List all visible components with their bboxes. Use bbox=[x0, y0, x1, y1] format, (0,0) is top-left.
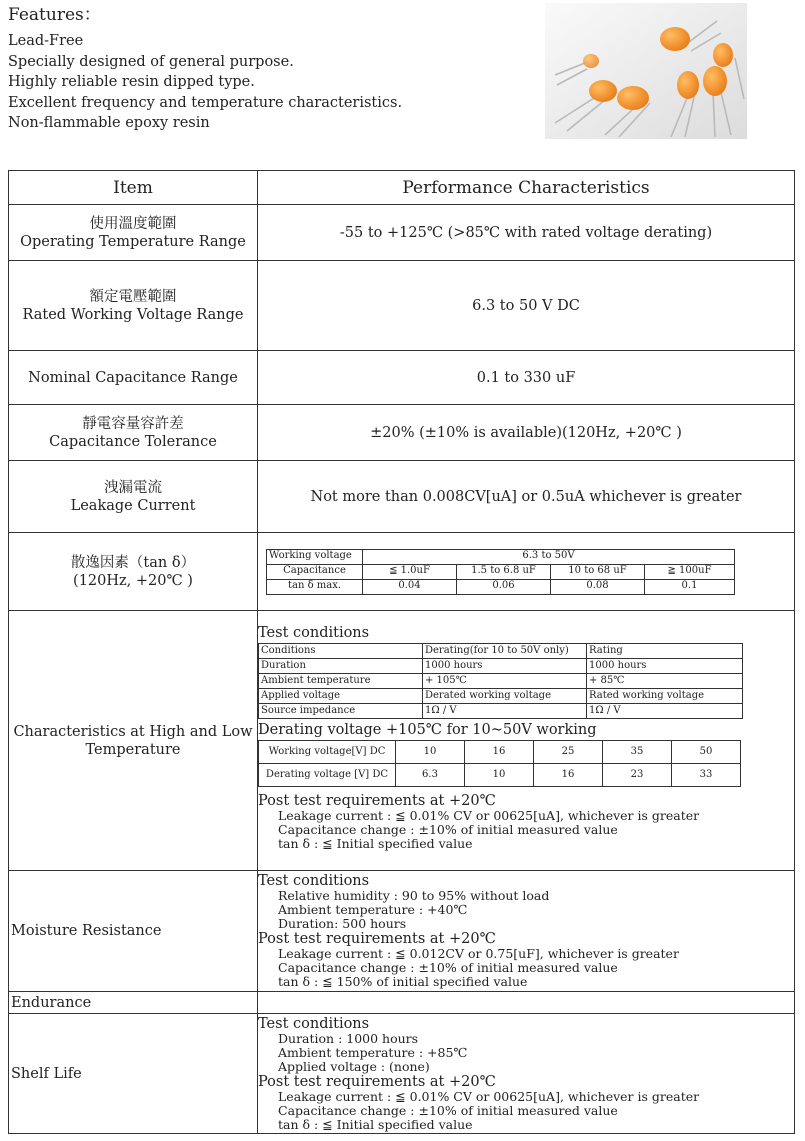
derating-cell: 10 bbox=[396, 741, 465, 764]
post-test-line: Capacitance change : ±10% of initial measured value bbox=[278, 960, 618, 975]
tan-table bbox=[266, 549, 735, 595]
test-conditions-title: Test conditions bbox=[258, 873, 370, 889]
table-row bbox=[9, 871, 795, 992]
derating-cell: 23 bbox=[603, 764, 672, 787]
conditions-cell: Rated working voltage bbox=[587, 689, 743, 704]
temp-en: Operating Temperature Range bbox=[20, 233, 246, 250]
test-line: Duration: 500 hours bbox=[278, 916, 407, 931]
derating-row bbox=[259, 741, 741, 764]
post-test-line: tan δ : ≦ Initial specified value bbox=[278, 836, 473, 851]
voltage-zh: 額定電壓範圍 bbox=[89, 288, 177, 305]
moisture-value bbox=[258, 871, 795, 992]
endurance-label: Endurance bbox=[11, 994, 92, 1011]
table-row bbox=[9, 461, 795, 533]
conditions-cell: Duration bbox=[259, 659, 423, 674]
derating-cell: 16 bbox=[534, 764, 603, 787]
conditions-row bbox=[259, 704, 743, 719]
capacitance-item bbox=[9, 351, 258, 405]
conditions-table bbox=[258, 643, 743, 719]
post-test-line: Leakage current : ≦ 0.012CV or 0.75[uF], whichever is greater bbox=[278, 946, 679, 961]
post-test-line: tan δ : ≦ Initial specified value bbox=[278, 1116, 473, 1132]
derating-cell: 10 bbox=[465, 764, 534, 787]
test-line: Relative humidity : 90 to 95% without load bbox=[278, 888, 550, 903]
tan-en: (120Hz, +20℃ ) bbox=[73, 572, 193, 589]
derating-cell: Working voltage[V] DC bbox=[259, 741, 396, 764]
product-photo bbox=[545, 3, 747, 139]
table-row bbox=[9, 611, 795, 871]
tan-cell: Working voltage bbox=[267, 549, 363, 564]
tan-cell: ≧ 100uF bbox=[645, 564, 735, 579]
hightemp-value bbox=[258, 611, 795, 871]
conditions-cell: Rating bbox=[587, 644, 743, 659]
leakage-value: Not more than 0.008CV[uA] or 0.5uA whichever is greater bbox=[258, 461, 795, 533]
tan-cell: 0.1 bbox=[645, 579, 735, 594]
tan-row-voltage bbox=[267, 549, 735, 564]
voltage-value: 6.3 to 50 V DC bbox=[258, 261, 795, 351]
derating-cell: 6.3 bbox=[396, 764, 465, 787]
conditions-row bbox=[259, 659, 743, 674]
conditions-cell: Derated working voltage bbox=[423, 689, 587, 704]
derating-cell: 35 bbox=[603, 741, 672, 764]
derating-cell: 16 bbox=[465, 741, 534, 764]
tolerance-en: Capacitance Tolerance bbox=[49, 433, 217, 450]
endurance-value bbox=[258, 992, 795, 1014]
feature-line: Non-flammable epoxy resin bbox=[8, 115, 210, 132]
tan-zh: 散逸因素（tan δ） bbox=[70, 554, 196, 571]
hightemp-item bbox=[9, 611, 258, 871]
perf-header: Performance Characteristics bbox=[258, 171, 795, 205]
tolerance-zh: 靜電容量容許差 bbox=[82, 415, 184, 432]
post-test-line: Capacitance change : ±10% of initial measured value bbox=[278, 822, 618, 837]
shelf-value bbox=[258, 1014, 795, 1134]
conditions-cell: Derating(for 10 to 50V only) bbox=[423, 644, 587, 659]
features-title: Features： bbox=[8, 5, 101, 25]
capacitance-value: 0.1 to 330 uF bbox=[258, 351, 795, 405]
shelf-item bbox=[9, 1014, 258, 1134]
capacitance-en: Nominal Capacitance Range bbox=[28, 369, 238, 386]
derating-cell: 25 bbox=[534, 741, 603, 764]
conditions-cell: 1Ω / V bbox=[587, 704, 743, 719]
conditions-row bbox=[259, 644, 743, 659]
test-line: Ambient temperature : +85℃ bbox=[278, 1044, 468, 1060]
post-test-line: Leakage current : ≦ 0.01% CV or 00625[uA], whichever is greater bbox=[278, 1088, 700, 1104]
endurance-item bbox=[9, 992, 258, 1014]
test-conditions-title: Test conditions bbox=[258, 1015, 370, 1032]
conditions-row bbox=[259, 674, 743, 689]
conditions-cell: 1Ω / V bbox=[423, 704, 587, 719]
table-row bbox=[9, 351, 795, 405]
table-row bbox=[9, 205, 795, 261]
hightemp-label: Characteristics at High and Low Temperature bbox=[13, 723, 253, 758]
features-section bbox=[8, 4, 528, 134]
shelf-label: Shelf Life bbox=[11, 1065, 82, 1082]
leakage-zh: 洩漏電流 bbox=[104, 479, 162, 496]
spec-table bbox=[8, 170, 795, 1134]
conditions-cell: Ambient temperature bbox=[259, 674, 423, 689]
table-row bbox=[9, 533, 795, 611]
table-row bbox=[9, 1014, 795, 1134]
moisture-label: Moisture Resistance bbox=[11, 923, 162, 939]
derating-cell: 50 bbox=[672, 741, 741, 764]
table-row bbox=[9, 992, 795, 1014]
feature-line: Excellent frequency and temperature characteristics. bbox=[8, 94, 403, 111]
feature-line: Highly reliable resin dipped type. bbox=[8, 74, 255, 91]
tan-cell: 10 to 68 uF bbox=[551, 564, 645, 579]
tan-row-max bbox=[267, 579, 735, 594]
conditions-cell: Conditions bbox=[259, 644, 423, 659]
derating-title: Derating voltage +105℃ for 10~50V working bbox=[258, 722, 597, 738]
tolerance-item bbox=[9, 405, 258, 461]
tan-cell: ≦ 1.0uF bbox=[363, 564, 457, 579]
post-test-title: Post test requirements at +20℃ bbox=[258, 793, 496, 809]
conditions-cell: + 85℃ bbox=[587, 674, 743, 689]
tan-cell: 1.5 to 6.8 uF bbox=[457, 564, 551, 579]
conditions-row bbox=[259, 689, 743, 704]
tan-cell: tan δ max. bbox=[267, 579, 363, 594]
tan-row-capacitance bbox=[267, 564, 735, 579]
tolerance-value: ±20% (±10% is available)(120Hz, +20℃ ) bbox=[258, 405, 795, 461]
test-line: Applied voltage : (none) bbox=[278, 1058, 430, 1074]
post-test-line: Capacitance change : ±10% of initial measured value bbox=[278, 1102, 618, 1118]
table-row bbox=[9, 261, 795, 351]
derating-row bbox=[259, 764, 741, 787]
post-test-title: Post test requirements at +20℃ bbox=[258, 1073, 496, 1090]
tan-cell: 6.3 to 50V bbox=[363, 549, 735, 564]
voltage-en: Rated Working Voltage Range bbox=[22, 306, 244, 323]
temp-zh: 使用溫度範圍 bbox=[89, 215, 177, 232]
tan-item bbox=[9, 533, 258, 611]
test-line: Ambient temperature : +40℃ bbox=[278, 902, 468, 917]
temp-value: -55 to +125℃ (>85℃ with rated voltage derating) bbox=[258, 205, 795, 261]
test-conditions-title: Test conditions bbox=[258, 625, 370, 641]
test-line: Duration : 1000 hours bbox=[278, 1030, 419, 1046]
conditions-cell: 1000 hours bbox=[423, 659, 587, 674]
feature-line: Specially designed of general purpose. bbox=[8, 53, 294, 70]
derating-table bbox=[258, 740, 741, 787]
tan-cell: 0.08 bbox=[551, 579, 645, 594]
table-row bbox=[9, 405, 795, 461]
post-test-line: Leakage current : ≦ 0.01% CV or 00625[uA], whichever is greater bbox=[278, 808, 700, 823]
post-test-title: Post test requirements at +20℃ bbox=[258, 931, 496, 947]
leakage-en: Leakage Current bbox=[70, 497, 196, 514]
leakage-item bbox=[9, 461, 258, 533]
conditions-cell: Applied voltage bbox=[259, 689, 423, 704]
tan-cell: 0.06 bbox=[457, 579, 551, 594]
voltage-item bbox=[9, 261, 258, 351]
item-header: Item bbox=[9, 171, 258, 205]
conditions-cell: + 105℃ bbox=[423, 674, 587, 689]
tan-cell: 0.04 bbox=[363, 579, 457, 594]
derating-cell: Derating voltage [V] DC bbox=[259, 764, 396, 787]
derating-cell: 33 bbox=[672, 764, 741, 787]
tan-cell: Capacitance bbox=[267, 564, 363, 579]
post-test-line: tan δ : ≦ 150% of initial specified value bbox=[278, 974, 528, 989]
feature-line: Lead-Free bbox=[8, 33, 84, 49]
capacitor-illustration bbox=[545, 3, 747, 139]
moisture-item bbox=[9, 871, 258, 992]
tan-value bbox=[258, 533, 795, 611]
conditions-cell: 1000 hours bbox=[587, 659, 743, 674]
conditions-cell: Source impedance bbox=[259, 704, 423, 719]
temp-item bbox=[9, 205, 258, 261]
table-header-row bbox=[9, 171, 795, 205]
